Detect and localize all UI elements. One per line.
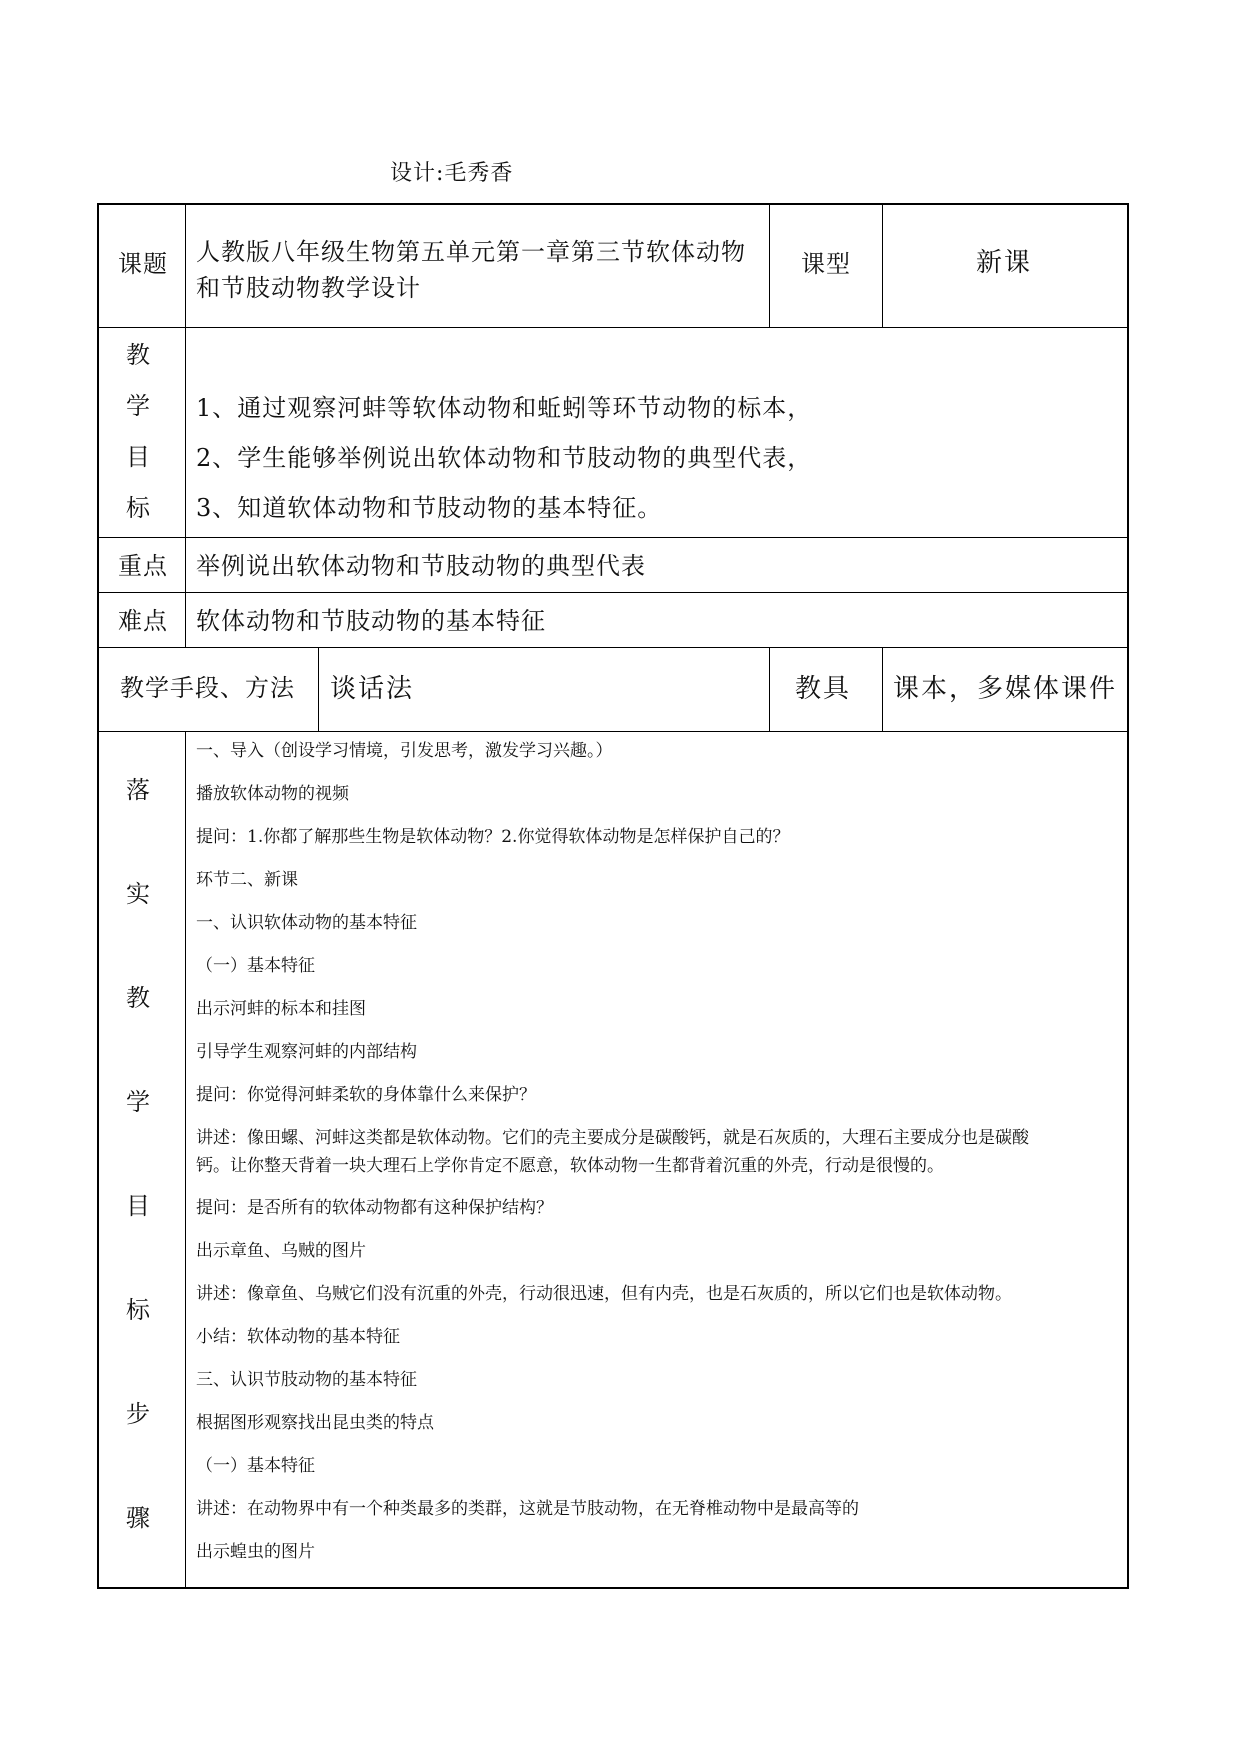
row-divider [97, 731, 1129, 732]
row-divider [97, 327, 1129, 328]
table-right-border [1127, 203, 1129, 1589]
tools-label: 教具 [795, 674, 852, 704]
steps-label-char: 步 [126, 1400, 150, 1428]
goals-label-char: 教 [126, 341, 150, 369]
topic-label: 课题 [118, 250, 168, 278]
step-line: 一、导入（创设学习情境，引发思考，激发学习兴趣。） [196, 741, 613, 761]
steps-label-char: 教 [126, 984, 150, 1012]
step-line: 讲述：像章鱼、乌贼它们没有沉重的外壳，行动很迅速，但有内壳，也是石灰质的，所以它们也是软体动物。 [196, 1284, 1012, 1304]
step-line: 提问：1.你都了解那些生物是软体动物？2.你觉得软体动物是怎样保护自己的？ [196, 827, 790, 847]
lesson-type-label: 课型 [801, 250, 851, 278]
step-line: 一、认识软体动物的基本特征 [196, 913, 417, 933]
column-divider [769, 647, 770, 731]
table-bottom-border [97, 1587, 1129, 1589]
step-line: （一）基本特征 [196, 956, 315, 976]
step-line: 出示蝗虫的图片 [196, 1542, 315, 1562]
tools-value: 课本，多媒体课件 [893, 674, 1118, 704]
step-line: 环节二、新课 [196, 870, 298, 890]
step-line: 提问：是否所有的软体动物都有这种保护结构？ [196, 1198, 553, 1218]
step-line: 讲述：像田螺、河蚌这类都是软体动物。它们的壳主要成分是碳酸钙，就是石灰质的，大理石主要成分也是碳酸 [196, 1128, 1029, 1148]
designer-label: 设计:毛秀香 [390, 161, 514, 186]
row-divider [97, 647, 1129, 648]
step-line: 小结：软体动物的基本特征 [196, 1327, 400, 1347]
goals-label-char: 目 [126, 443, 150, 471]
step-line: （一）基本特征 [196, 1456, 315, 1476]
steps-label-char: 目 [126, 1192, 150, 1220]
row-divider [97, 537, 1129, 538]
steps-label-char: 实 [126, 880, 150, 908]
step-line: 出示章鱼、乌贼的图片 [196, 1241, 366, 1261]
step-line: 根据图形观察找出昆虫类的特点 [196, 1413, 434, 1433]
goals-label-char: 学 [126, 392, 150, 420]
steps-label-char: 骤 [126, 1504, 150, 1532]
step-line: 钙。让你整天背着一块大理石上学你肯定不愿意，软体动物一生都背着沉重的外壳，行动是很慢的。 [196, 1156, 944, 1176]
steps-label-char: 学 [126, 1088, 150, 1116]
step-line: 提问：你觉得河蚌柔软的身体靠什么来保护？ [196, 1085, 536, 1105]
step-line: 三、认识节肢动物的基本特征 [196, 1370, 417, 1390]
step-line: 出示河蚌的标本和挂图 [196, 999, 366, 1019]
difficulty-label: 难点 [118, 607, 168, 635]
topic-content-line2: 和节肢动物教学设计 [196, 274, 421, 302]
key-point-content: 举例说出软体动物和节肢动物的典型代表 [196, 552, 646, 580]
step-line: 引导学生观察河蚌的内部结构 [196, 1042, 417, 1062]
step-line: 讲述：在动物界中有一个种类最多的类群，这就是节肢动物，在无脊椎动物中是最高等的 [196, 1499, 859, 1519]
goals-label-char: 标 [126, 494, 150, 522]
step-line: 播放软体动物的视频 [196, 784, 349, 804]
goal-item: 1、通过观察河蚌等软体动物和蚯蚓等环节动物的标本， [196, 394, 813, 422]
topic-content-line1: 人教版八年级生物第五单元第一章第三节软体动物 [196, 238, 746, 266]
goal-item: 2、学生能够举例说出软体动物和节肢动物的典型代表， [196, 444, 813, 472]
method-content: 谈话法 [330, 674, 415, 704]
steps-label-char: 标 [126, 1296, 150, 1324]
column-divider [882, 647, 883, 731]
table-left-border [97, 203, 99, 1589]
goal-item: 3、知道软体动物和节肢动物的基本特征。 [196, 494, 663, 522]
row-divider [97, 592, 1129, 593]
column-divider [185, 731, 186, 1587]
key-point-label: 重点 [118, 552, 168, 580]
difficulty-content: 软体动物和节肢动物的基本特征 [196, 607, 546, 635]
column-divider [882, 203, 883, 327]
column-divider [318, 647, 319, 731]
steps-label-char: 落 [126, 776, 150, 804]
column-divider [185, 203, 186, 647]
column-divider [769, 203, 770, 327]
table-top-border [97, 203, 1129, 205]
method-label: 教学手段、方法 [120, 674, 295, 702]
lesson-type-value: 新课 [976, 248, 1033, 278]
